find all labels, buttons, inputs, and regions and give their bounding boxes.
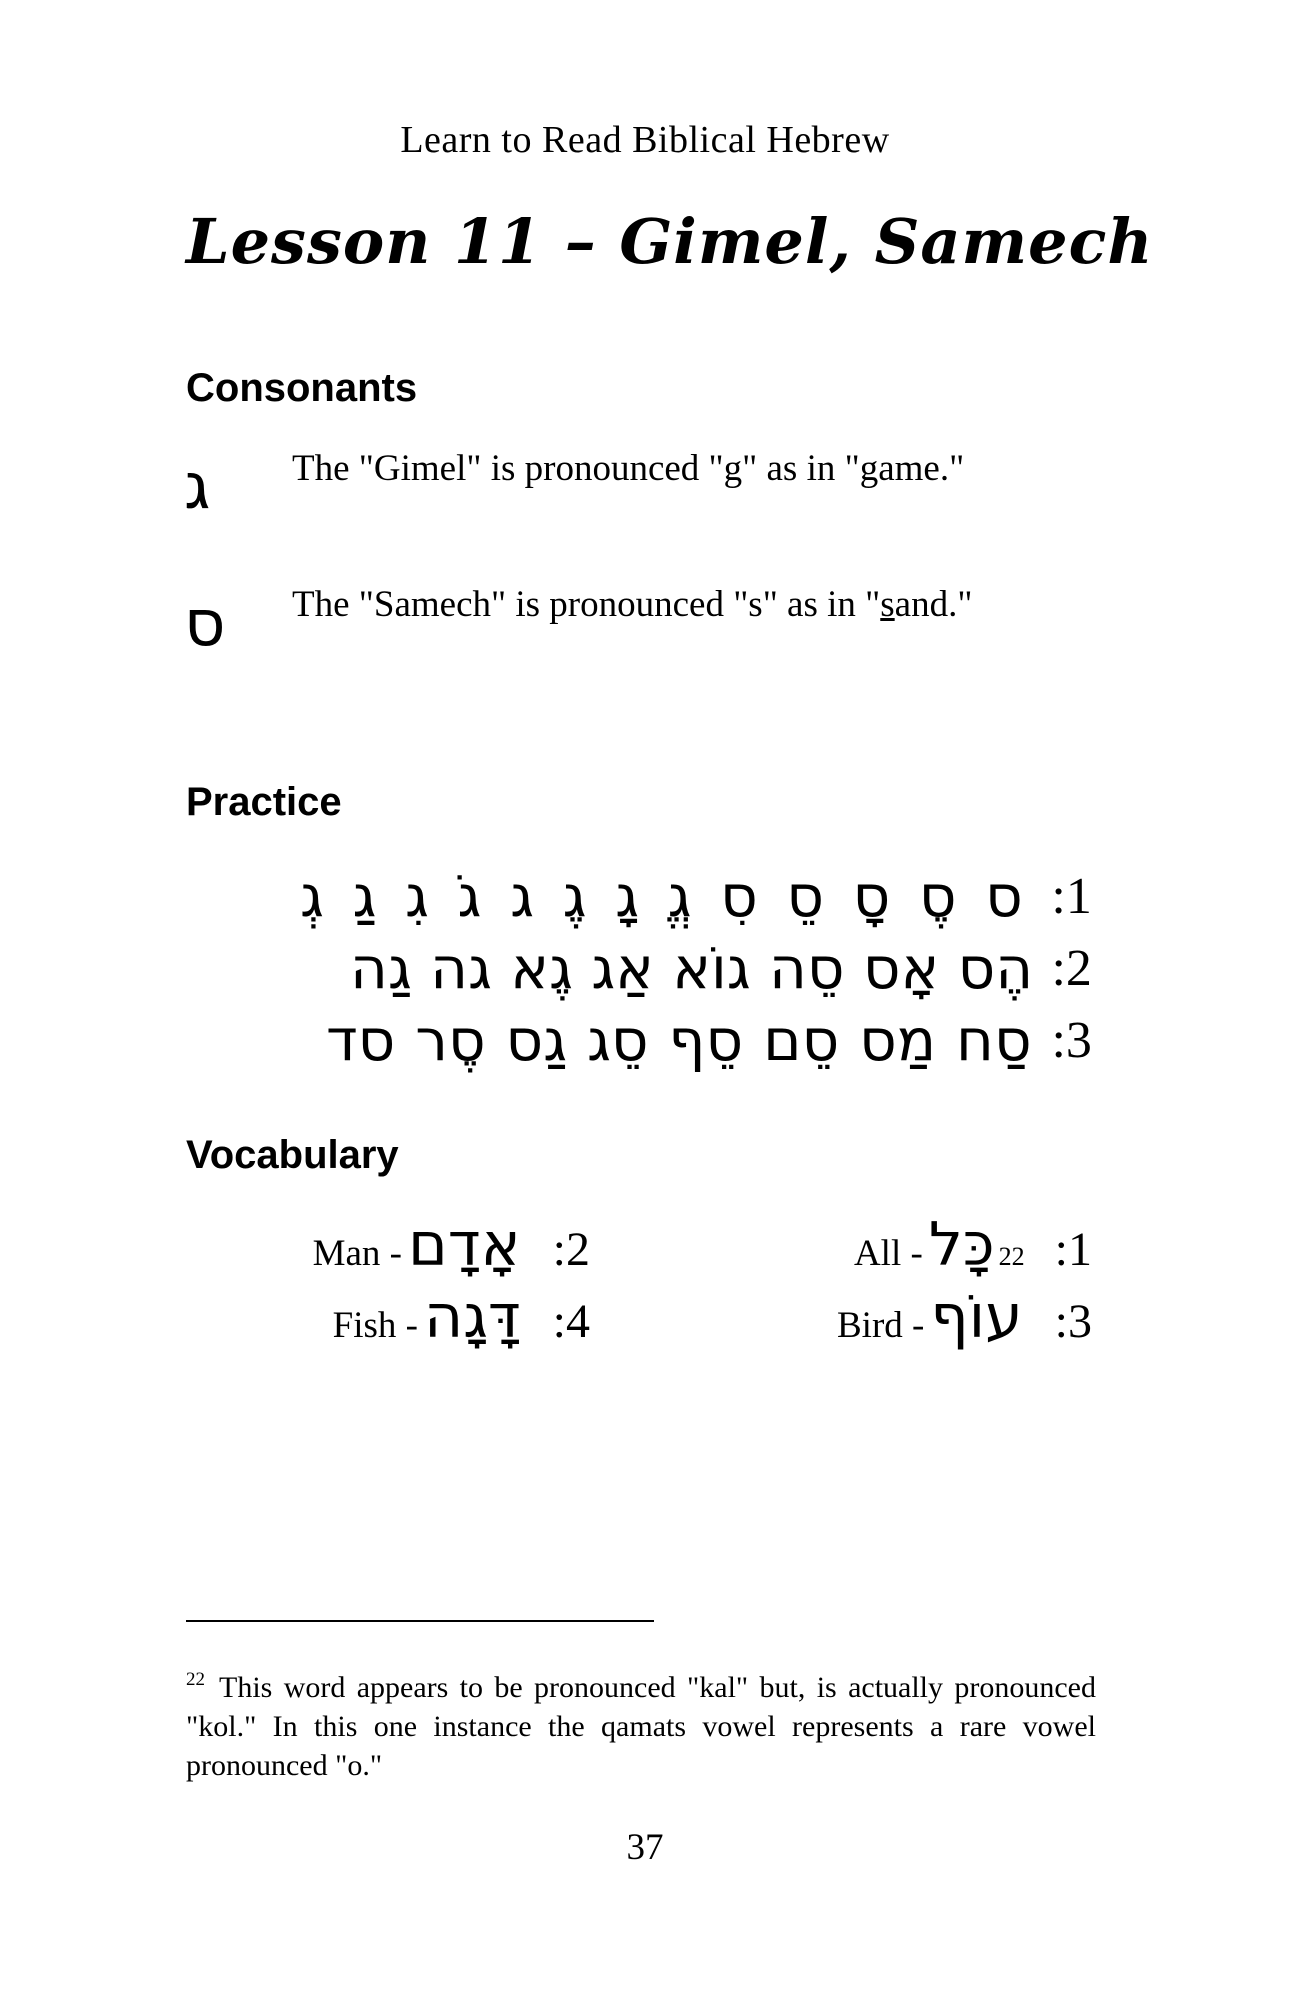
practice-syllable: סֵם <box>763 1006 840 1074</box>
vocabulary-heading: Vocabulary <box>186 1133 399 1177</box>
footnote-reference: 22 <box>998 1242 1025 1271</box>
samech-desc-underlined: s <box>880 584 895 625</box>
practice-row-1 <box>300 860 1092 932</box>
practice-syllable: ס <box>985 862 1023 930</box>
practice-syllable: גַס <box>505 1006 568 1074</box>
practice-syllable: סֵ <box>786 862 825 930</box>
practice-syllable: גֱ <box>667 862 692 930</box>
vocab-hebrew-word: עוֹף <box>930 1282 1023 1352</box>
gimel-description <box>292 447 964 490</box>
practice-syllable: ג <box>510 862 534 930</box>
practice-syllable: סֵג <box>586 1006 649 1074</box>
practice-syllable: סָ <box>852 862 891 930</box>
practice-syllable: הֶס <box>957 934 1034 1002</box>
vocab-item-2 <box>313 1210 590 1280</box>
running-header: Learn to Read Biblical Hebrew <box>400 119 890 161</box>
practice-row-number: :2 <box>1051 939 1092 997</box>
vocab-gloss: All - <box>853 1233 923 1274</box>
vocab-item-1 <box>854 1210 1092 1280</box>
vocab-hebrew-word: אָדָם <box>407 1210 521 1280</box>
gimel-letter: ג <box>184 450 211 524</box>
vocab-gloss: Bird - <box>837 1305 925 1346</box>
practice-syllable: גה <box>430 934 492 1002</box>
practice-syllable: סַח <box>956 1006 1032 1074</box>
footnote <box>186 1660 1096 1785</box>
page-number: 37 <box>626 1827 664 1868</box>
practice-syllable: אָס <box>862 934 940 1002</box>
footnote-divider <box>186 1620 654 1622</box>
practice-syllable: סֵף <box>668 1006 744 1074</box>
vocab-gloss: Fish - <box>332 1305 418 1346</box>
practice-syllable: גֶא <box>510 934 573 1002</box>
samech-desc-after: and." <box>894 584 973 625</box>
practice-syllable: גַה <box>350 934 412 1002</box>
gimel-desc-before: The "Gimel" is pronounced "g" as in " <box>292 448 860 489</box>
vocab-hebrew-word: כָּל <box>928 1210 995 1280</box>
footnote-text: This word appears to be pronounced "kal" but, is actually pronounced "kol." In this one instance the qamats vowel represents a rare vowel pronounced "o." <box>186 1671 1096 1782</box>
practice-syllable: גָ <box>615 862 639 930</box>
vocab-gloss: Man - <box>312 1233 402 1274</box>
practice-syllable: סֵה <box>769 934 845 1002</box>
samech-desc-before: The "Samech" is pronounced "s" as in " <box>292 584 881 625</box>
vocab-item-4 <box>333 1282 590 1352</box>
practice-syllable: סֶ <box>918 862 957 930</box>
practice-syllable: סִ <box>720 862 758 930</box>
practice-heading: Practice <box>186 780 342 824</box>
practice-row-number: :1 <box>1051 867 1092 925</box>
footnote-marker: 22 <box>186 1669 205 1690</box>
lesson-title: Lesson 11 – Gimel, Samech <box>186 205 1154 278</box>
vocab-hebrew-word: דָּגָה <box>423 1282 521 1352</box>
practice-syllable: גוֹא <box>672 934 751 1002</box>
practice-row-number: :3 <box>1051 1011 1092 1069</box>
vocab-number: :1 <box>1054 1223 1092 1276</box>
practice-row-3 <box>326 1004 1092 1076</box>
practice-syllable: סד <box>326 1006 396 1074</box>
practice-row-2 <box>350 932 1092 1004</box>
vocab-number: :3 <box>1054 1295 1092 1348</box>
gimel-desc-underlined: g <box>859 448 879 489</box>
practice-syllable: גְ <box>300 862 324 930</box>
practice-syllable: גַ <box>352 862 377 930</box>
vocab-number: :4 <box>552 1295 590 1348</box>
samech-letter: ס <box>184 587 226 661</box>
samech-description <box>292 583 972 626</box>
practice-syllable: גֶ <box>562 862 587 930</box>
vocab-number: :2 <box>552 1223 590 1276</box>
practice-syllable: סֶר <box>415 1006 486 1074</box>
practice-syllable: גֹ <box>457 862 482 930</box>
vocab-item-3 <box>837 1282 1092 1352</box>
gimel-desc-after: ame." <box>878 448 965 489</box>
practice-syllable: מַס <box>859 1006 937 1074</box>
practice-syllable: אַג <box>591 934 654 1002</box>
practice-syllable: גִ <box>405 862 429 930</box>
consonants-heading: Consonants <box>186 366 418 410</box>
